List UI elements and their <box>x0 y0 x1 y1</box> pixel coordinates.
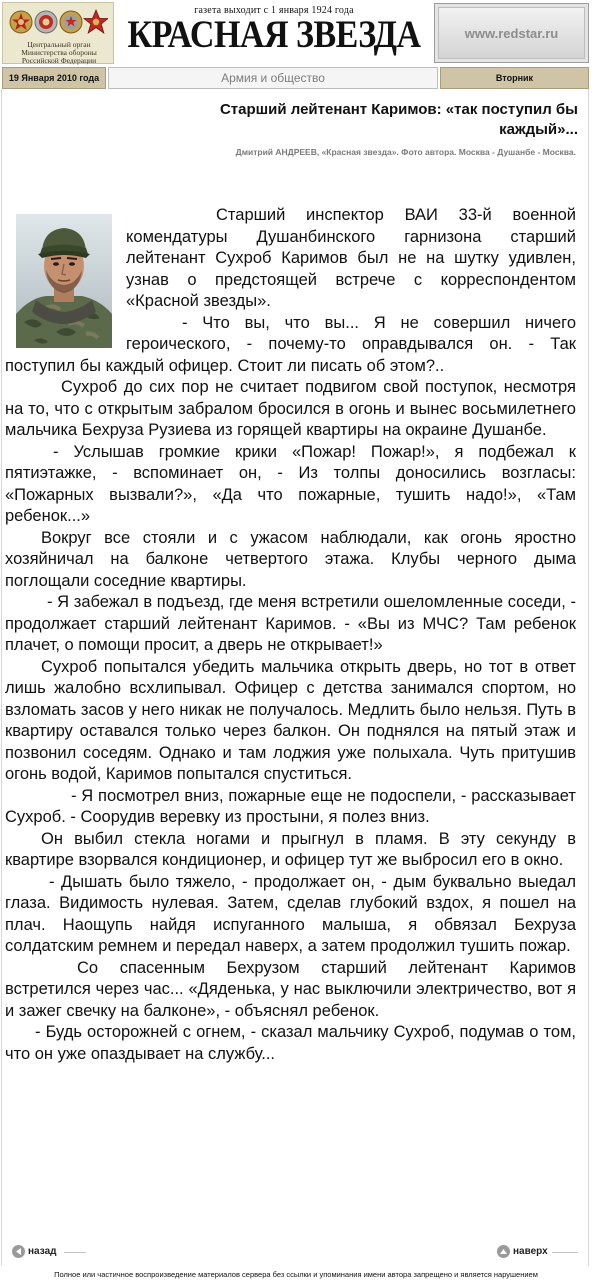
top-divider <box>552 1252 578 1253</box>
issue-weekday: Вторник <box>440 67 589 89</box>
article-paragraph: - Дышать было тяжело, - продолжает он, - дым буквально выедал глаза. Видимость нулевая. Затем, сделав глубокий вздох, я пошел на плач. Наощупь найдя испуганного малыша, я обвязал Бехруза солдатским ремнем и передал наверх, а затем продолжил тушить пожар. <box>5 872 576 955</box>
to-top-link[interactable] <box>497 1243 548 1259</box>
to-top-link-label[interactable]: наверх <box>513 1245 548 1257</box>
article-paragraph: - Будь осторожней с огнем, - сказал мальчику Сухроб, подумав о том, что он уже опаздывает на службу... <box>5 1023 576 1063</box>
org-line-1: Центральный орган <box>27 40 91 49</box>
article-paragraph: Сухроб до сих пор не считает подвигом свой поступок, несмотря на то, что с открытым забралом бросился в огонь и вынес восьмилетнего мальчика Бехруза Рузиева из горящей квартиры на окраине Душанбе. <box>5 378 576 439</box>
issue-bar <box>0 67 592 89</box>
founded-line: газета выходит с 1 января 1924 года <box>194 5 354 16</box>
back-divider <box>64 1252 86 1253</box>
officer-photo <box>16 214 112 348</box>
arrow-up-icon <box>497 1245 510 1258</box>
arrow-left-icon <box>12 1245 25 1258</box>
copyright-notice: Полное или частичное воспроизведение материалов сервера без ссылки и упоминания имени автора запрещено и является нарушением <box>54 1270 538 1279</box>
issue-date: 19 Января 2010 года <box>2 67 106 89</box>
site-url-text[interactable]: www.redstar.ru <box>438 7 585 59</box>
org-line-3: Российской Федерации <box>21 56 97 65</box>
order-emblems-box <box>2 2 114 64</box>
article-paragraph: - Я посмотрел вниз, пожарные еще не подоспели, - рассказывает Сухроб. - Соорудив веревку из простыни, я полез вниз. <box>5 786 576 826</box>
article-body <box>5 205 576 1065</box>
newspaper-logo[interactable]: КРАСНАЯ ЗВЕЗДА <box>127 13 421 57</box>
article-paragraph: Вокруг все стояли и с ужасом наблюдали, как огонь яростно хозяйничал на балконе четвертого этажа. Клубы черного дыма поглощали соседние квартиры. <box>5 528 576 590</box>
article-paragraph: - Что вы, что вы... Я не совершил ничего героического, - почему-то оправдывался он. - Так поступил бы каждый офицер. Стоит ли писать об этом?.. <box>5 313 576 375</box>
section-title[interactable]: Армия и общество <box>108 67 438 89</box>
article-paragraph: Сухроб попытался убедить мальчика открыть дверь, но тот в ответ лишь жалобно всхлипывал. Офицер с детства занимался спортом, но взломать засов у него никак не получалось. Медлить было нельзя. Путь в квартиру оставался только через балкон. Он поднялся на пятый этаж и позвонил соседям. Однако и там лоджия уже полыхала. Чуть притушив огонь водой, Каримов попытался спуститься. <box>5 657 576 783</box>
article-paragraph: Со спасенным Бехрузом старший лейтенант Каримов встретился через час... «Дяденька, у нас выключили электричество, вот я и зажег свечку на балконе», - объяснял ребенок. <box>5 958 576 1020</box>
newspaper-title-block[interactable] <box>118 2 430 64</box>
article-byline: Дмитрий АНДРЕЕВ, «Красная звезда». Фото автора. Москва - Душанбе - Москва. <box>235 147 576 157</box>
article-paragraph: Он выбил стекла ногами и прыгнул в пламя. В эту секунду в квартире взорвался кондиционер, и офицер тут же выбросил его в окно. <box>5 829 576 869</box>
article-headline: Старший лейтенант Каримов: «так поступил бы каждый»... <box>219 101 578 138</box>
org-line-2: Министерства обороны <box>21 48 97 57</box>
article-paragraph: Старший инспектор ВАИ 33-й военной комендатуры Душанбинского гарнизона старший лейтенант Сухроб Каримов был не на шутку удивлен, узнав о предстоящей встрече с корреспондентом «Красной звезды». <box>126 206 576 310</box>
back-link-label[interactable]: назад <box>28 1245 57 1257</box>
order-emblems-icon <box>8 6 108 38</box>
back-link[interactable] <box>12 1243 56 1259</box>
site-url-banner[interactable] <box>434 3 589 63</box>
masthead <box>0 0 592 66</box>
article-paragraph: - Услышав громкие крики «Пожар! Пожар!», я подбежал к пятиэтажке, - вспоминает он, - Из толпы доносились возгласы: «Пожарных вызвали?», «Да что пожарные, тушить надо!», «Там ребенок...» <box>5 442 576 525</box>
article-paragraph: - Я забежал в подъезд, где меня встретили ошеломленные соседи, - продолжает старший лейтенант Каримов. - «Вы из МЧС? Там ребенок плачет, о помощи просит, а дверь не открывает!» <box>5 593 576 654</box>
